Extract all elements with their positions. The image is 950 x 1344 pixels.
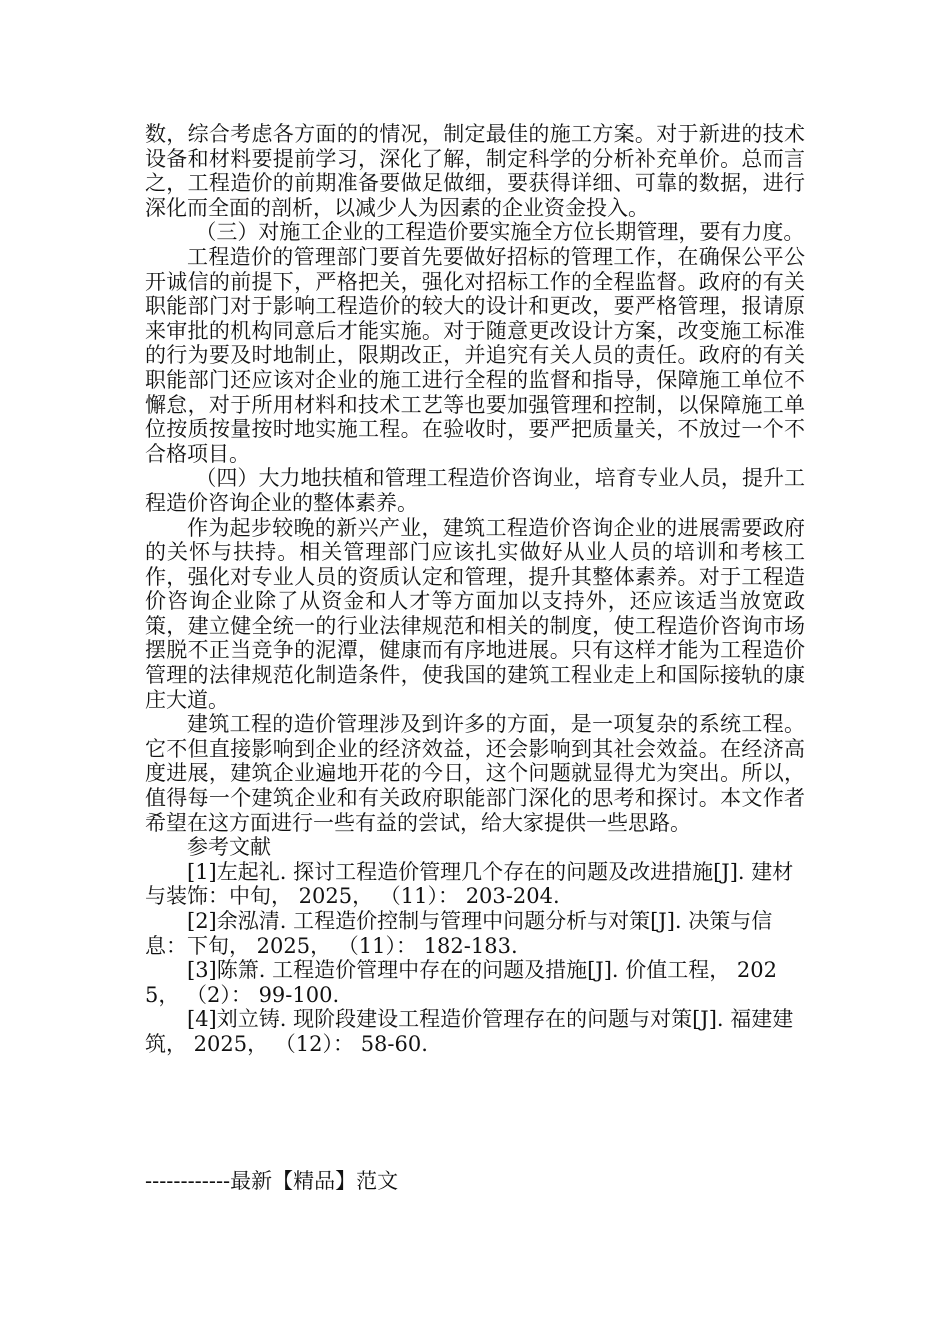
body-paragraph-3: 作为起步较晚的新兴产业，建筑工程造价咨询企业的进展需要政府的关怀与扶持。相关管理部门应该扎实做好从业人员的培训和考核工作，强化对专业人员的资质认定和管理，提升其整体素养。对于工程造价咨询企业除了从资金和人才等方面加以支持外，还应该适当放宽政策，建立健全统一的行业法律规范和相关的制度，使工程造价咨询市场摆脱不正当竞争的泥潭，健康而有序地进展。只有这样才能为工程造价管理的法律规范化制造条件，使我国的建筑工程业走上和国际接轨的康庄大道。 [145, 515, 805, 712]
reference-item-4: [4]刘立铸. 现阶段建设工程造价管理存在的问题与对策[J]. 福建建筑， 2025， （12）： 58-60. [145, 1007, 794, 1056]
references-title: 参考文献 [187, 835, 271, 860]
footer-tagline: ------------最新【精品】范文 [145, 1169, 399, 1193]
section-heading-3: （三）对施工企业的工程造价要实施全方位长期管理，要有力度。 [195, 220, 805, 245]
body-paragraph-2: 工程造价的管理部门要首先要做好招标的管理工作，在确保公平公开诚信的前提下，严格把关，强化对招标工作的全程监督。政府的有关职能部门对于影响工程造价的较大的设计和更改，要严格管理，报请原来审批的机构同意后才能实施。对于随意更改设计方案，改变施工标准的行为要及时地制止，限期改正，并追究有关人员的责任。政府的有关职能部门还应该对企业的施工进行全程的监督和指导，保障施工单位不懈怠，对于所用材料和技术工艺等也要加强管理和控制，以保障施工单位按质按量按时地实施工程。在验收时，要严把质量关，不放过一个不合格项目。 [145, 244, 805, 466]
body-paragraph-1: 数，综合考虑各方面的的情况，制定最佳的施工方案。对于新进的技术设备和材料要提前学习，深化了解，制定科学的分析补充单价。总而言之，工程造价的前期准备要做足做细，要获得详细、可靠的数据，进行深化而全面的剖析，以减少人为因素的企业资金投入。 [145, 122, 805, 220]
reference-item-1: [1]左起礼. 探讨工程造价管理几个存在的问题及改进措施[J]. 建材与装饰：中旬， 2025， （11）： 203-204. [145, 859, 794, 909]
document-page [145, 122, 805, 1057]
conclusion-paragraph: 建筑工程的造价管理涉及到许多的方面，是一项复杂的系统工程。它不但直接影响到企业的经济效益，还会影响到其社会效益。在经济高度进展，建筑企业遍地开花的今日，这个问题就显得尤为突出。所以，值得每一个建筑企业和有关政府职能部门深化的思考和探讨。本文作者希望在这方面进行一些有益的尝试，给大家提供一些思路。 [145, 712, 805, 835]
reference-item-2: [2]余泓清. 工程造价控制与管理中问题分析与对策[J]. 决策与信息：下旬， 2025， （11）： 182-183. [145, 909, 773, 958]
section-heading-4: （四）大力地扶植和管理工程造价咨询业，培育专业人员，提升工程造价咨询企业的整体素养。 [145, 466, 805, 515]
reference-item-3: [3]陈箫. 工程造价管理中存在的问题及措施[J]. 价值工程， 2025， （2）： 99-100. [145, 958, 778, 1007]
